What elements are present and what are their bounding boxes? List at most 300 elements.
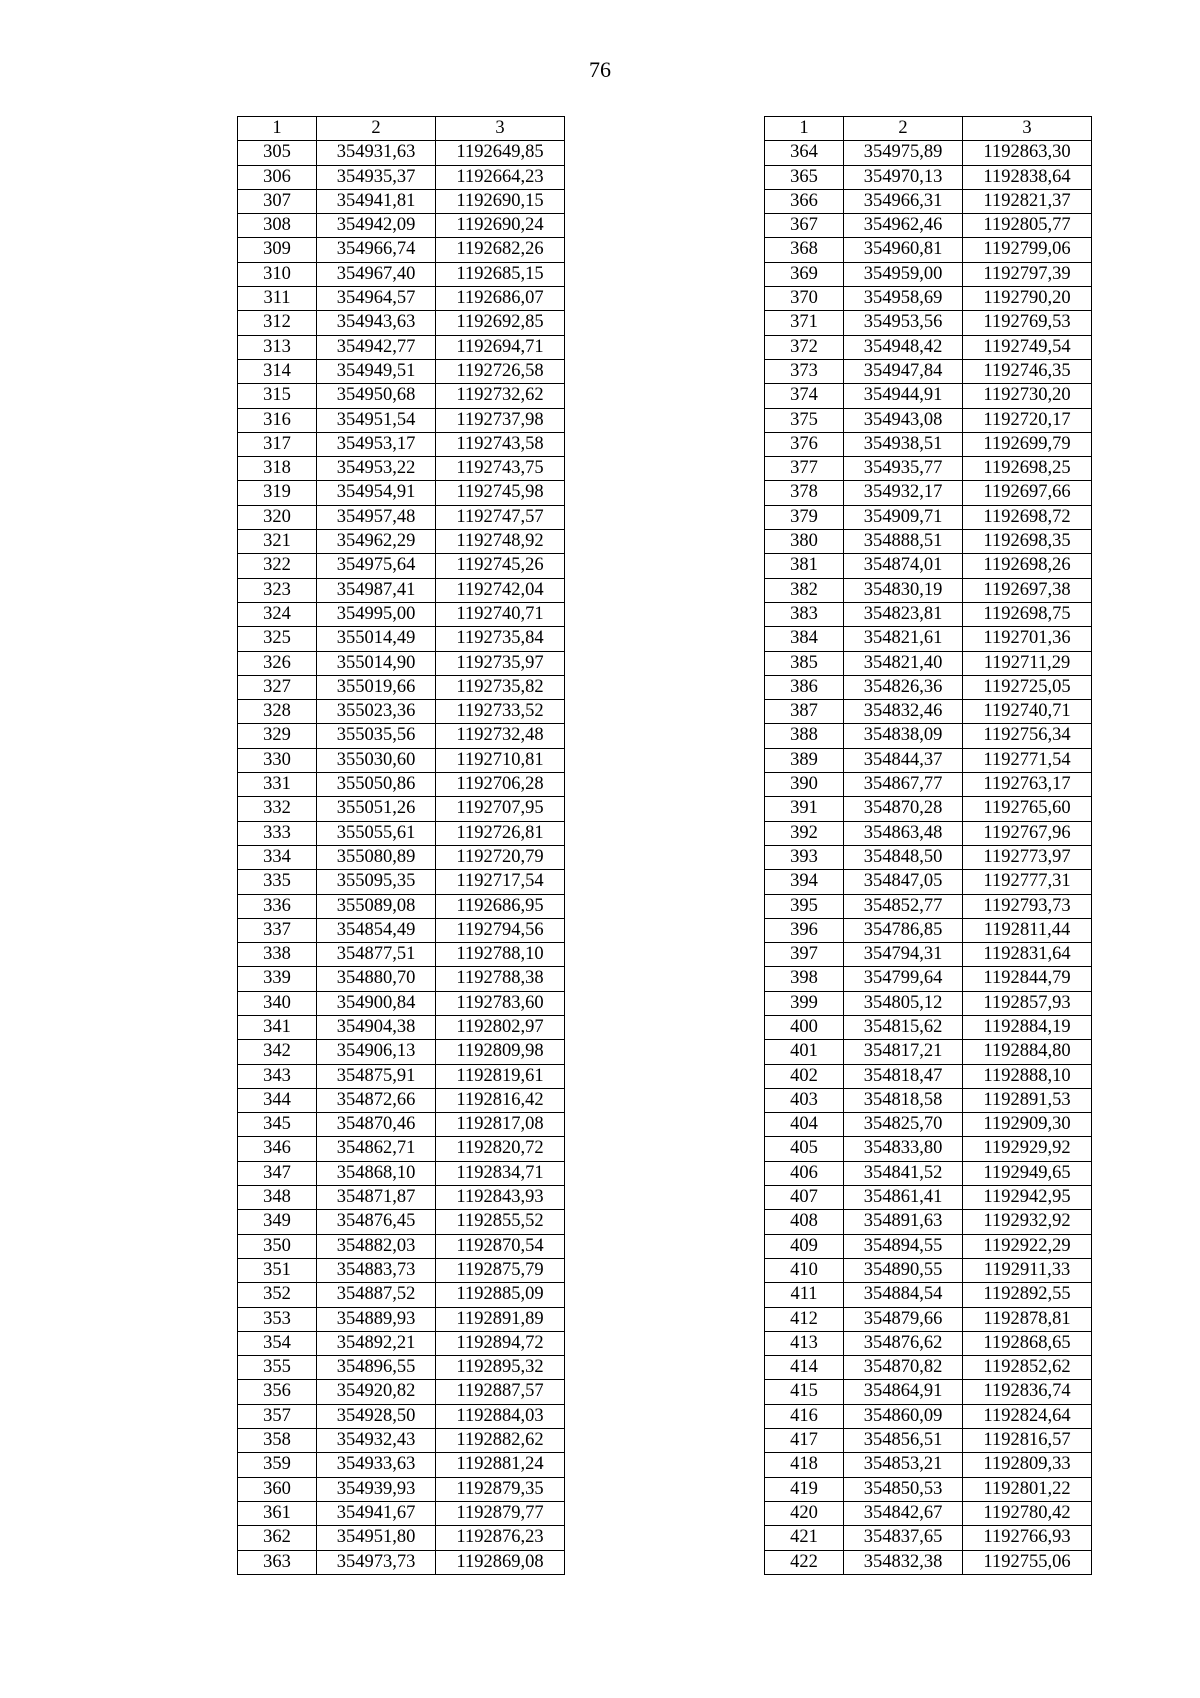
table-row xyxy=(238,530,565,554)
coordinate-y-cell: 1192737,98 xyxy=(436,408,565,432)
table-row xyxy=(765,1429,1092,1453)
table-row xyxy=(765,700,1092,724)
point-number-cell: 391 xyxy=(765,797,844,821)
point-number-cell: 334 xyxy=(238,845,317,869)
coordinate-x-cell: 354850,53 xyxy=(844,1477,963,1501)
coordinate-y-cell: 1192875,79 xyxy=(436,1258,565,1282)
coordinate-y-cell: 1192706,28 xyxy=(436,773,565,797)
coordinate-x-cell: 355095,35 xyxy=(317,870,436,894)
table-row xyxy=(238,408,565,432)
point-number-cell: 395 xyxy=(765,894,844,918)
point-number-cell: 355 xyxy=(238,1356,317,1380)
point-number-cell: 409 xyxy=(765,1234,844,1258)
point-number-cell: 387 xyxy=(765,700,844,724)
coordinate-x-cell: 354883,73 xyxy=(317,1258,436,1282)
point-number-cell: 386 xyxy=(765,675,844,699)
coordinate-y-cell: 1192740,71 xyxy=(436,602,565,626)
coordinate-x-cell: 355055,61 xyxy=(317,821,436,845)
coordinate-x-cell: 354904,38 xyxy=(317,1015,436,1039)
table-row xyxy=(765,918,1092,942)
point-number-cell: 316 xyxy=(238,408,317,432)
coordinate-y-cell: 1192743,75 xyxy=(436,457,565,481)
point-number-cell: 417 xyxy=(765,1429,844,1453)
point-number-cell: 414 xyxy=(765,1356,844,1380)
point-number-cell: 400 xyxy=(765,1015,844,1039)
point-number-cell: 402 xyxy=(765,1064,844,1088)
coordinate-y-cell: 1192885,09 xyxy=(436,1283,565,1307)
point-number-cell: 404 xyxy=(765,1113,844,1137)
coordinate-y-cell: 1192816,42 xyxy=(436,1088,565,1112)
table-row xyxy=(765,432,1092,456)
point-number-cell: 380 xyxy=(765,530,844,554)
coordinate-y-cell: 1192834,71 xyxy=(436,1161,565,1185)
coordinate-y-cell: 1192855,52 xyxy=(436,1210,565,1234)
coordinate-y-cell: 1192697,38 xyxy=(963,578,1092,602)
coordinate-x-cell: 354870,82 xyxy=(844,1356,963,1380)
table-row xyxy=(238,554,565,578)
point-number-cell: 411 xyxy=(765,1283,844,1307)
table-row xyxy=(238,141,565,165)
coordinate-x-cell: 354880,70 xyxy=(317,967,436,991)
coordinate-y-cell: 1192882,62 xyxy=(436,1429,565,1453)
table-row xyxy=(238,918,565,942)
coordinate-y-cell: 1192821,37 xyxy=(963,189,1092,213)
table-row xyxy=(238,602,565,626)
coordinate-x-cell: 355014,90 xyxy=(317,651,436,675)
point-number-cell: 343 xyxy=(238,1064,317,1088)
coordinate-y-cell: 1192843,93 xyxy=(436,1186,565,1210)
coordinate-y-cell: 1192742,04 xyxy=(436,578,565,602)
table-row xyxy=(765,311,1092,335)
coordinate-x-cell: 354821,40 xyxy=(844,651,963,675)
point-number-cell: 366 xyxy=(765,189,844,213)
coordinate-y-cell: 1192888,10 xyxy=(963,1064,1092,1088)
coordinate-x-cell: 354815,62 xyxy=(844,1015,963,1039)
coordinate-x-cell: 354953,56 xyxy=(844,311,963,335)
point-number-cell: 349 xyxy=(238,1210,317,1234)
point-number-cell: 377 xyxy=(765,457,844,481)
point-number-cell: 356 xyxy=(238,1380,317,1404)
point-number-cell: 329 xyxy=(238,724,317,748)
point-number-cell: 419 xyxy=(765,1477,844,1501)
table-row xyxy=(238,1453,565,1477)
point-number-cell: 376 xyxy=(765,432,844,456)
coordinate-x-cell: 355089,08 xyxy=(317,894,436,918)
table-row xyxy=(765,1258,1092,1282)
coordinate-x-cell: 354823,81 xyxy=(844,602,963,626)
table-row xyxy=(238,991,565,1015)
table-header-row xyxy=(765,117,1092,141)
point-number-cell: 369 xyxy=(765,262,844,286)
table-row xyxy=(765,457,1092,481)
point-number-cell: 397 xyxy=(765,943,844,967)
coordinate-x-cell: 354950,68 xyxy=(317,384,436,408)
point-number-cell: 367 xyxy=(765,214,844,238)
table-row xyxy=(238,943,565,967)
table-row xyxy=(238,457,565,481)
table-row xyxy=(765,1331,1092,1355)
table-row xyxy=(238,1234,565,1258)
coordinate-y-cell: 1192664,23 xyxy=(436,165,565,189)
coordinate-x-cell: 354833,80 xyxy=(844,1137,963,1161)
coordinate-y-cell: 1192726,58 xyxy=(436,359,565,383)
point-number-cell: 305 xyxy=(238,141,317,165)
coordinate-x-cell: 354942,09 xyxy=(317,214,436,238)
table-row xyxy=(238,311,565,335)
point-number-cell: 383 xyxy=(765,602,844,626)
coordinate-x-cell: 354932,17 xyxy=(844,481,963,505)
table-row xyxy=(765,189,1092,213)
coordinate-x-cell: 354953,17 xyxy=(317,432,436,456)
table-row xyxy=(765,627,1092,651)
point-number-cell: 319 xyxy=(238,481,317,505)
coordinate-y-cell: 1192836,74 xyxy=(963,1380,1092,1404)
coordinate-x-cell: 354931,63 xyxy=(317,141,436,165)
table-row xyxy=(238,1501,565,1525)
table-row xyxy=(238,967,565,991)
point-number-cell: 326 xyxy=(238,651,317,675)
coordinate-x-cell: 354938,51 xyxy=(844,432,963,456)
coordinate-y-cell: 1192690,24 xyxy=(436,214,565,238)
point-number-cell: 350 xyxy=(238,1234,317,1258)
coordinate-y-cell: 1192717,54 xyxy=(436,870,565,894)
point-number-cell: 384 xyxy=(765,627,844,651)
coordinate-y-cell: 1192726,81 xyxy=(436,821,565,845)
coordinate-x-cell: 355035,56 xyxy=(317,724,436,748)
table-row xyxy=(238,1429,565,1453)
coordinate-x-cell: 354821,61 xyxy=(844,627,963,651)
coordinate-y-cell: 1192707,95 xyxy=(436,797,565,821)
table-row xyxy=(238,627,565,651)
coordinate-y-cell: 1192863,30 xyxy=(963,141,1092,165)
coordinate-x-cell: 354889,93 xyxy=(317,1307,436,1331)
point-number-cell: 317 xyxy=(238,432,317,456)
coordinate-y-cell: 1192911,33 xyxy=(963,1258,1092,1282)
coordinate-x-cell: 355050,86 xyxy=(317,773,436,797)
table-row xyxy=(238,1550,565,1574)
table-row xyxy=(765,287,1092,311)
coordinate-x-cell: 354862,71 xyxy=(317,1137,436,1161)
column-header: 1 xyxy=(765,117,844,141)
table-row xyxy=(238,797,565,821)
coordinate-y-cell: 1192771,54 xyxy=(963,748,1092,772)
coordinate-y-cell: 1192884,19 xyxy=(963,1015,1092,1039)
coordinate-y-cell: 1192732,62 xyxy=(436,384,565,408)
table-row xyxy=(765,1088,1092,1112)
coordinate-y-cell: 1192735,84 xyxy=(436,627,565,651)
table-row xyxy=(238,675,565,699)
point-number-cell: 341 xyxy=(238,1015,317,1039)
table-row xyxy=(765,384,1092,408)
point-number-cell: 362 xyxy=(238,1526,317,1550)
coordinate-x-cell: 354987,41 xyxy=(317,578,436,602)
table-row xyxy=(238,1186,565,1210)
table-row xyxy=(765,262,1092,286)
coordinate-y-cell: 1192720,17 xyxy=(963,408,1092,432)
point-number-cell: 382 xyxy=(765,578,844,602)
coordinate-y-cell: 1192811,44 xyxy=(963,918,1092,942)
coordinate-y-cell: 1192767,96 xyxy=(963,821,1092,845)
point-number-cell: 378 xyxy=(765,481,844,505)
coordinate-y-cell: 1192773,97 xyxy=(963,845,1092,869)
coordinate-x-cell: 354941,81 xyxy=(317,189,436,213)
table-row xyxy=(765,1137,1092,1161)
table-row xyxy=(238,359,565,383)
table-row xyxy=(238,432,565,456)
table-row xyxy=(238,189,565,213)
point-number-cell: 337 xyxy=(238,918,317,942)
column-header: 2 xyxy=(844,117,963,141)
coordinate-y-cell: 1192745,98 xyxy=(436,481,565,505)
table-row xyxy=(765,773,1092,797)
point-number-cell: 416 xyxy=(765,1404,844,1428)
coordinate-y-cell: 1192747,57 xyxy=(436,505,565,529)
table-row xyxy=(765,1283,1092,1307)
table-row xyxy=(238,1404,565,1428)
point-number-cell: 408 xyxy=(765,1210,844,1234)
coordinate-x-cell: 354842,67 xyxy=(844,1501,963,1525)
point-number-cell: 314 xyxy=(238,359,317,383)
column-header: 3 xyxy=(436,117,565,141)
table-row xyxy=(238,1356,565,1380)
coordinate-y-cell: 1192735,97 xyxy=(436,651,565,675)
page-number: 76 xyxy=(589,57,611,82)
point-number-cell: 363 xyxy=(238,1550,317,1574)
coordinate-y-cell: 1192909,30 xyxy=(963,1113,1092,1137)
coordinate-x-cell: 354872,66 xyxy=(317,1088,436,1112)
point-number-cell: 318 xyxy=(238,457,317,481)
coordinate-x-cell: 354953,22 xyxy=(317,457,436,481)
coordinate-x-cell: 354948,42 xyxy=(844,335,963,359)
point-number-cell: 370 xyxy=(765,287,844,311)
table-row xyxy=(765,943,1092,967)
coordinate-x-cell: 354935,77 xyxy=(844,457,963,481)
coordinate-y-cell: 1192891,89 xyxy=(436,1307,565,1331)
point-number-cell: 339 xyxy=(238,967,317,991)
table-row xyxy=(238,1064,565,1088)
table-row xyxy=(765,578,1092,602)
table-row xyxy=(765,991,1092,1015)
coordinate-x-cell: 354870,46 xyxy=(317,1113,436,1137)
coordinate-x-cell: 355030,60 xyxy=(317,748,436,772)
table-row xyxy=(765,651,1092,675)
coordinate-y-cell: 1192780,42 xyxy=(963,1501,1092,1525)
coordinate-x-cell: 354967,40 xyxy=(317,262,436,286)
coordinate-x-cell: 354954,91 xyxy=(317,481,436,505)
table-row xyxy=(765,1186,1092,1210)
table-row xyxy=(765,1307,1092,1331)
point-number-cell: 324 xyxy=(238,602,317,626)
coordinate-y-cell: 1192743,58 xyxy=(436,432,565,456)
coordinate-x-cell: 354942,77 xyxy=(317,335,436,359)
coordinate-y-cell: 1192749,54 xyxy=(963,335,1092,359)
table-row xyxy=(765,238,1092,262)
table-row xyxy=(238,214,565,238)
point-number-cell: 415 xyxy=(765,1380,844,1404)
point-number-cell: 323 xyxy=(238,578,317,602)
point-number-cell: 371 xyxy=(765,311,844,335)
coordinate-y-cell: 1192870,54 xyxy=(436,1234,565,1258)
table-row xyxy=(765,1404,1092,1428)
coordinate-x-cell: 354966,74 xyxy=(317,238,436,262)
point-number-cell: 374 xyxy=(765,384,844,408)
coordinate-y-cell: 1192777,31 xyxy=(963,870,1092,894)
point-number-cell: 389 xyxy=(765,748,844,772)
coordinate-y-cell: 1192783,60 xyxy=(436,991,565,1015)
coordinate-y-cell: 1192649,85 xyxy=(436,141,565,165)
coordinate-y-cell: 1192694,71 xyxy=(436,335,565,359)
coordinate-x-cell: 354860,09 xyxy=(844,1404,963,1428)
point-number-cell: 361 xyxy=(238,1501,317,1525)
table-row xyxy=(765,967,1092,991)
coordinate-y-cell: 1192698,26 xyxy=(963,554,1092,578)
table-row xyxy=(765,1526,1092,1550)
coordinate-x-cell: 354841,52 xyxy=(844,1161,963,1185)
coordinate-y-cell: 1192769,53 xyxy=(963,311,1092,335)
table-row xyxy=(238,773,565,797)
table-header-row xyxy=(238,117,565,141)
coordinate-x-cell: 355080,89 xyxy=(317,845,436,869)
point-number-cell: 412 xyxy=(765,1307,844,1331)
point-number-cell: 358 xyxy=(238,1429,317,1453)
coordinate-x-cell: 354786,85 xyxy=(844,918,963,942)
table-row xyxy=(765,602,1092,626)
table-row xyxy=(238,505,565,529)
coordinate-x-cell: 354943,63 xyxy=(317,311,436,335)
table-row xyxy=(238,1258,565,1282)
point-number-cell: 379 xyxy=(765,505,844,529)
coordinate-y-cell: 1192887,57 xyxy=(436,1380,565,1404)
coordinate-x-cell: 354837,65 xyxy=(844,1526,963,1550)
coordinate-y-cell: 1192698,72 xyxy=(963,505,1092,529)
point-number-cell: 354 xyxy=(238,1331,317,1355)
coordinate-y-cell: 1192699,79 xyxy=(963,432,1092,456)
coordinate-x-cell: 354962,46 xyxy=(844,214,963,238)
point-number-cell: 336 xyxy=(238,894,317,918)
coordinate-x-cell: 354943,08 xyxy=(844,408,963,432)
point-number-cell: 396 xyxy=(765,918,844,942)
point-number-cell: 346 xyxy=(238,1137,317,1161)
point-number-cell: 373 xyxy=(765,359,844,383)
coordinate-y-cell: 1192852,62 xyxy=(963,1356,1092,1380)
point-number-cell: 392 xyxy=(765,821,844,845)
coordinate-x-cell: 354975,64 xyxy=(317,554,436,578)
coordinate-x-cell: 354941,67 xyxy=(317,1501,436,1525)
coordinate-x-cell: 354867,77 xyxy=(844,773,963,797)
table-row xyxy=(765,821,1092,845)
point-number-cell: 353 xyxy=(238,1307,317,1331)
coordinate-x-cell: 354876,62 xyxy=(844,1331,963,1355)
coordinate-x-cell: 354906,13 xyxy=(317,1040,436,1064)
coordinate-x-cell: 354891,63 xyxy=(844,1210,963,1234)
table-row xyxy=(238,165,565,189)
table-row xyxy=(765,408,1092,432)
point-number-cell: 351 xyxy=(238,1258,317,1282)
coordinate-y-cell: 1192720,79 xyxy=(436,845,565,869)
coordinate-y-cell: 1192884,03 xyxy=(436,1404,565,1428)
table-row xyxy=(238,384,565,408)
coordinate-x-cell: 354875,91 xyxy=(317,1064,436,1088)
point-number-cell: 322 xyxy=(238,554,317,578)
point-number-cell: 313 xyxy=(238,335,317,359)
table-row xyxy=(765,505,1092,529)
table-row xyxy=(765,335,1092,359)
coordinate-x-cell: 354975,89 xyxy=(844,141,963,165)
coordinate-x-cell: 354805,12 xyxy=(844,991,963,1015)
coordinate-y-cell: 1192892,55 xyxy=(963,1283,1092,1307)
coordinate-x-cell: 354868,10 xyxy=(317,1161,436,1185)
point-number-cell: 311 xyxy=(238,287,317,311)
coordinate-y-cell: 1192766,93 xyxy=(963,1526,1092,1550)
point-number-cell: 307 xyxy=(238,189,317,213)
coordinate-x-cell: 354817,21 xyxy=(844,1040,963,1064)
coordinate-y-cell: 1192942,95 xyxy=(963,1186,1092,1210)
coordinate-y-cell: 1192682,26 xyxy=(436,238,565,262)
point-number-cell: 365 xyxy=(765,165,844,189)
coordinate-x-cell: 354825,70 xyxy=(844,1113,963,1137)
point-number-cell: 342 xyxy=(238,1040,317,1064)
coordinate-y-cell: 1192690,15 xyxy=(436,189,565,213)
table-row xyxy=(765,870,1092,894)
coordinate-y-cell: 1192799,06 xyxy=(963,238,1092,262)
coordinate-y-cell: 1192844,79 xyxy=(963,967,1092,991)
coordinate-x-cell: 354949,51 xyxy=(317,359,436,383)
table-row xyxy=(765,1040,1092,1064)
coordinate-x-cell: 354854,49 xyxy=(317,918,436,942)
point-number-cell: 364 xyxy=(765,141,844,165)
coordinate-x-cell: 354870,28 xyxy=(844,797,963,821)
coordinate-x-cell: 354935,37 xyxy=(317,165,436,189)
coordinate-y-cell: 1192746,35 xyxy=(963,359,1092,383)
coordinate-y-cell: 1192831,64 xyxy=(963,943,1092,967)
column-header: 2 xyxy=(317,117,436,141)
point-number-cell: 410 xyxy=(765,1258,844,1282)
coordinate-x-cell: 355014,49 xyxy=(317,627,436,651)
point-number-cell: 348 xyxy=(238,1186,317,1210)
coordinate-x-cell: 354818,58 xyxy=(844,1088,963,1112)
coordinate-y-cell: 1192809,33 xyxy=(963,1453,1092,1477)
table-row xyxy=(238,870,565,894)
coordinate-x-cell: 354818,47 xyxy=(844,1064,963,1088)
point-number-cell: 368 xyxy=(765,238,844,262)
coordinate-y-cell: 1192802,97 xyxy=(436,1015,565,1039)
coordinate-y-cell: 1192801,22 xyxy=(963,1477,1092,1501)
point-number-cell: 372 xyxy=(765,335,844,359)
coordinate-x-cell: 354882,03 xyxy=(317,1234,436,1258)
coordinate-x-cell: 354920,82 xyxy=(317,1380,436,1404)
table-row xyxy=(238,578,565,602)
point-number-cell: 345 xyxy=(238,1113,317,1137)
table-row xyxy=(238,1040,565,1064)
point-number-cell: 332 xyxy=(238,797,317,821)
table-row xyxy=(238,262,565,286)
coordinate-x-cell: 354887,52 xyxy=(317,1283,436,1307)
coordinate-x-cell: 354964,57 xyxy=(317,287,436,311)
table-row xyxy=(765,1234,1092,1258)
table-row xyxy=(765,1477,1092,1501)
table-row xyxy=(238,894,565,918)
coordinate-x-cell: 354874,01 xyxy=(844,554,963,578)
coordinate-x-cell: 354832,38 xyxy=(844,1550,963,1574)
coordinate-y-cell: 1192876,23 xyxy=(436,1526,565,1550)
coordinate-y-cell: 1192755,06 xyxy=(963,1550,1092,1574)
coordinate-x-cell: 354900,84 xyxy=(317,991,436,1015)
coordinate-y-cell: 1192809,98 xyxy=(436,1040,565,1064)
table-row xyxy=(765,1064,1092,1088)
point-number-cell: 406 xyxy=(765,1161,844,1185)
point-number-cell: 306 xyxy=(238,165,317,189)
point-number-cell: 333 xyxy=(238,821,317,845)
